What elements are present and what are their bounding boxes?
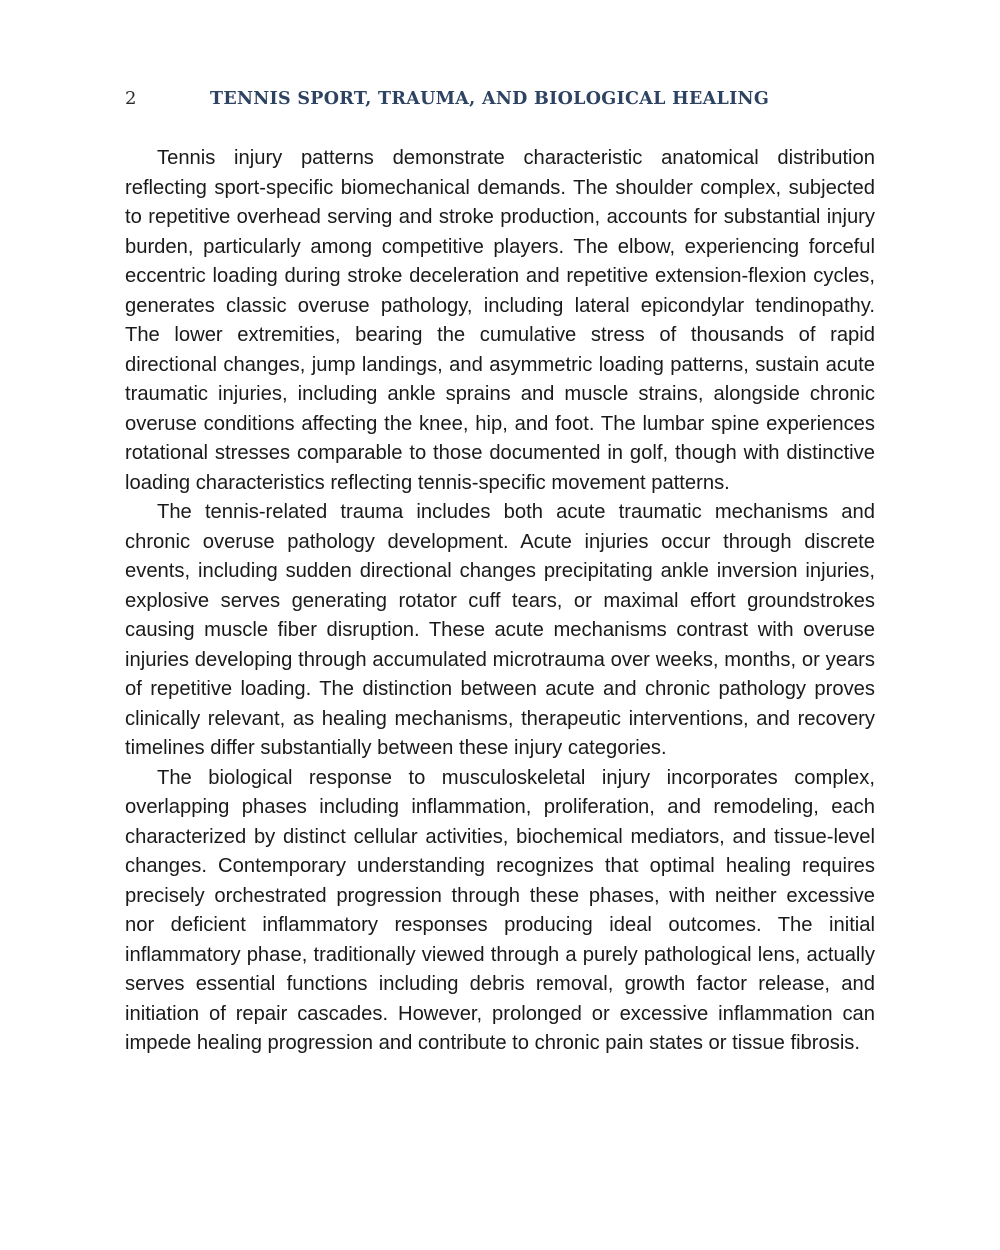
chapter-title: TENNIS SPORT, TRAUMA, AND BIOLOGICAL HEALING [210,89,770,109]
paragraph-2: The tennis-related trauma includes both acute traumatic mechanisms and chronic overuse pathology development. Acute injuries occur through discrete events, including sudden directional changes precipitating ankle inversion injuries, explosive serves generating rotator cuff tears, or maximal effort groundstrokes causing muscle fiber disruption. These acute mechanisms contrast with overuse injuries developing through accumulated microtrauma over weeks, months, or years of repetitive loading. The distinction between acute and chronic pathology proves clinically relevant, as healing mechanisms, therapeutic interventions, and recovery timelines differ substantially between these injury categories. [125,501,875,759]
running-header [125,86,875,114]
paragraph-1: Tennis injury patterns demonstrate characteristic anatomical distribution reflecting sport-specific biomechanical demands. The shoulder complex, subjected to repetitive overhead serving and stroke production, accounts for substantial injury burden, particularly among competitive players. The elbow, experiencing forceful eccentric loading during stroke deceleration and repetitive extension-flexion cycles, generates classic overuse pathology, including lateral epicondylar tendinopathy. The lower extremities, bearing the cumulative stress of thousands of rapid directional changes, jump landings, and asymmetric loading patterns, sustain acute traumatic injuries, including ankle sprains and muscle strains, alongside chronic overuse conditions affecting the knee, hip, and foot. The lumbar spine experiences rotational stresses comparable to those documented in golf, though with distinctive loading characteristics reflecting tennis-specific movement patterns. [125,147,875,494]
page-number: 2 [125,88,137,109]
body-text [125,144,875,1059]
paragraph-3: The biological response to musculoskeletal injury incorporates complex, overlapping phases including inflammation, proliferation, and remodeling, each characterized by distinct cellular activities, biochemical mediators, and tissue-level changes. Contemporary understanding recognizes that optimal healing requires precisely orchestrated progression through these phases, with neither excessive nor deficient inflammatory responses producing ideal outcomes. The initial inflammatory phase, traditionally viewed through a purely pathological lens, actually serves essential functions including debris removal, growth factor release, and initiation of repair cascades. However, prolonged or excessive inflammation can impede healing progression and contribute to chronic pain states or tissue fibrosis. [125,766,875,1054]
